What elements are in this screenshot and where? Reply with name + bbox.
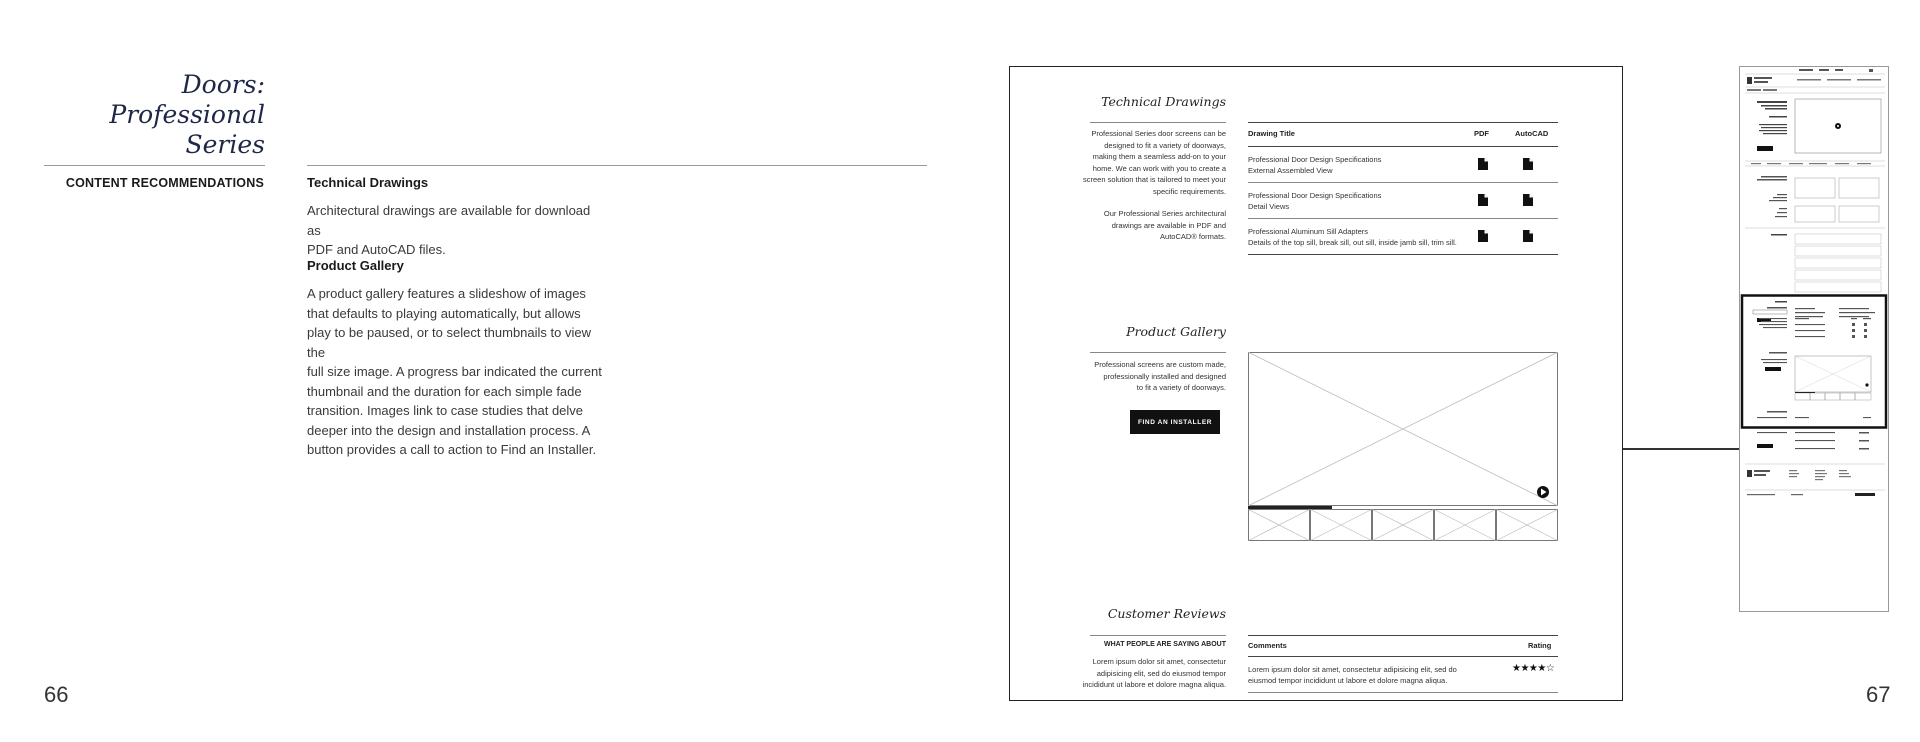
intro-line: Professional screens are custom made, bbox=[1094, 360, 1226, 369]
page-number-left: 66 bbox=[44, 682, 69, 707]
comment-line: Lorem ipsum dolor sit amet, consectetur adipisicing elit, sed do bbox=[1248, 665, 1457, 674]
wf-table-row[interactable] bbox=[1248, 226, 1457, 248]
body-line: A product gallery features a slideshow of images bbox=[307, 286, 586, 301]
intro-line: professionally installed and designed bbox=[1103, 371, 1226, 381]
divider-left bbox=[44, 165, 265, 166]
row-subtitle: External Assembled View bbox=[1248, 166, 1333, 175]
title-line-2: Professional Series bbox=[109, 100, 265, 159]
gallery-progress-bar bbox=[1248, 506, 1332, 509]
intro-line: Lorem ipsum dolor sit amet, consectetur bbox=[1092, 657, 1226, 666]
content-recommendations-label: CONTENT RECOMMENDATIONS bbox=[65, 176, 264, 190]
page-number-right: 67 bbox=[1866, 682, 1891, 707]
intro-line: incididunt ut labore et dolore magna aliqua. bbox=[1082, 680, 1226, 689]
wf-table-bottom-rule bbox=[1248, 254, 1558, 255]
wf-reviews-header-rule bbox=[1248, 656, 1558, 657]
divider-main bbox=[307, 165, 927, 166]
row-title: Professional Door Design Specifications bbox=[1248, 155, 1382, 164]
star-rating: ★★★★☆ bbox=[1512, 663, 1555, 674]
wf-table-top-rule bbox=[1248, 122, 1558, 123]
intro-line: drawings are available in PDF and bbox=[1111, 220, 1226, 230]
intro-line: Our Professional Series architectural bbox=[1103, 209, 1226, 218]
body-line: play to be paused, or to select thumbnails to view the bbox=[307, 325, 591, 360]
callout-connector bbox=[1623, 448, 1740, 450]
title-line-1: Doors: bbox=[181, 70, 265, 99]
find-installer-button[interactable]: FIND AN INSTALLER bbox=[1130, 410, 1220, 434]
wf-divider bbox=[1090, 635, 1226, 636]
intro-line: adipisicing elit, sed do eiusmod tempor bbox=[1096, 668, 1226, 678]
wf-reviews-subheading: WHAT PEOPLE ARE SAYING ABOUT bbox=[1104, 641, 1226, 648]
wf-col-comments: Comments bbox=[1248, 641, 1287, 650]
wf-row-rule bbox=[1248, 182, 1558, 183]
product-gallery-heading: Product Gallery bbox=[307, 258, 404, 273]
wf-col-pdf: PDF bbox=[1474, 129, 1489, 138]
row-subtitle: Detail Views bbox=[1248, 202, 1290, 211]
comment-line: eiusmod tempor incididunt ut labore et dolore magna aliqua. bbox=[1248, 676, 1448, 685]
body-line: deeper into the design and installation process. A bbox=[307, 422, 591, 438]
row-title: Professional Aluminum Sill Adapters bbox=[1248, 227, 1369, 236]
play-icon[interactable] bbox=[1537, 486, 1549, 498]
wf-row-rule bbox=[1248, 218, 1558, 219]
wf-row-rule bbox=[1248, 692, 1558, 693]
wf-col-autocad: AutoCAD bbox=[1515, 129, 1549, 138]
wf-product-gallery-heading: Product Gallery bbox=[1126, 324, 1226, 339]
gallery-thumbnails[interactable] bbox=[1249, 510, 1558, 541]
wf-customer-reviews-heading: Customer Reviews bbox=[1107, 606, 1226, 621]
pdf-download-icon[interactable] bbox=[1478, 194, 1488, 206]
intro-line: designed to fit a variety of doorways, bbox=[1104, 140, 1226, 150]
body-line: thumbnail and the duration for each simple fade bbox=[307, 383, 582, 399]
body-line: that defaults to playing automatically, but allows bbox=[307, 305, 581, 321]
autocad-download-icon[interactable] bbox=[1523, 158, 1533, 170]
body-line: full size image. A progress bar indicated the current bbox=[307, 364, 602, 379]
gallery-slideshow[interactable] bbox=[1248, 352, 1558, 542]
product-gallery-body bbox=[307, 284, 607, 460]
page-title bbox=[40, 70, 265, 160]
wf-review-comment bbox=[1248, 664, 1457, 686]
autocad-download-icon[interactable] bbox=[1523, 194, 1533, 206]
autocad-download-icon[interactable] bbox=[1523, 230, 1533, 242]
row-title: Professional Door Design Specifications bbox=[1248, 191, 1382, 200]
intro-line: to fit a variety of doorways. bbox=[1136, 383, 1226, 392]
wf-reviews-top-rule bbox=[1248, 635, 1558, 636]
wf-table-row[interactable] bbox=[1248, 190, 1381, 212]
wf-table-header-rule bbox=[1248, 146, 1558, 147]
body-line: PDF and AutoCAD files. bbox=[307, 242, 446, 257]
technical-drawings-heading: Technical Drawings bbox=[307, 175, 429, 190]
technical-drawings-body bbox=[307, 201, 607, 260]
body-line: button provides a call to action to Find an Installer. bbox=[307, 442, 597, 457]
pdf-download-icon[interactable] bbox=[1478, 158, 1488, 170]
wf-col-drawing-title: Drawing Title bbox=[1248, 129, 1295, 138]
wf-technical-intro bbox=[1080, 128, 1226, 243]
row-subtitle: Details of the top sill, break sill, out sill, inside jamb sill, trim sill. bbox=[1248, 238, 1457, 247]
wf-table-row[interactable] bbox=[1248, 154, 1381, 176]
intro-line: making them a seamless add-on to your bbox=[1092, 152, 1226, 161]
intro-line: home. We can work with you to create a bbox=[1092, 163, 1226, 173]
wf-reviews-intro bbox=[1080, 656, 1226, 691]
wf-divider bbox=[1090, 352, 1226, 353]
intro-line: screen solution that is tailored to meet your bbox=[1083, 175, 1226, 184]
intro-line: specific requirements. bbox=[1153, 186, 1226, 196]
intro-line: AutoCAD® formats. bbox=[1160, 232, 1226, 241]
wf-divider bbox=[1090, 122, 1226, 123]
intro-line: Professional Series door screens can be bbox=[1091, 129, 1226, 138]
body-line: Architectural drawings are available for download as bbox=[307, 203, 591, 238]
wf-gallery-intro bbox=[1080, 359, 1226, 394]
wf-technical-drawings-heading: Technical Drawings bbox=[1101, 94, 1226, 109]
page-thumbnail bbox=[1739, 66, 1889, 614]
wf-col-rating: Rating bbox=[1528, 641, 1552, 650]
pdf-download-icon[interactable] bbox=[1478, 230, 1488, 242]
body-line: transition. Images link to case studies that delve bbox=[307, 403, 584, 418]
